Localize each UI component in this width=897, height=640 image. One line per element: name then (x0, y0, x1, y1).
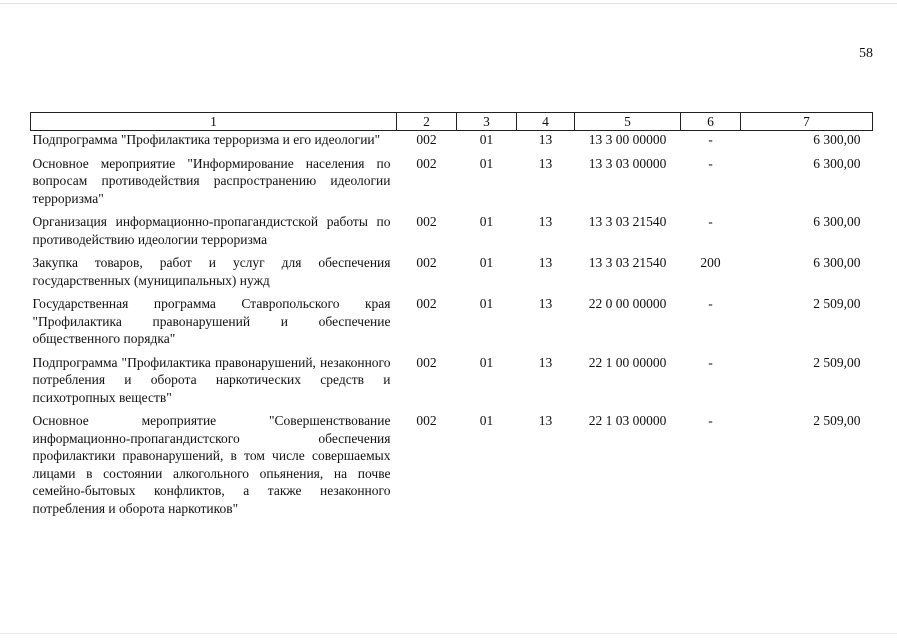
row-target-article: 13 3 03 00000 (588, 155, 667, 171)
table-row (31, 295, 873, 354)
row-section: 01 (479, 354, 494, 370)
table-header (31, 113, 873, 131)
row-subsection: 13 (538, 354, 553, 370)
row-target-article: 13 3 03 21540 (588, 214, 667, 229)
row-name: Организация информационно-пропагандистской работы по противодействию идеологии терроризма (32, 214, 391, 247)
table-row (31, 354, 873, 413)
header-row (31, 113, 873, 131)
row-name: Основное мероприятие "Информирование населения по вопросам противодействия распространению идеологии терроризма" (32, 155, 391, 206)
row-target-article: 22 1 03 00000 (588, 413, 667, 428)
row-amount: 2 509,00 (813, 413, 861, 428)
row-ministry: 002 (416, 132, 437, 147)
row-expense-type: - (708, 214, 713, 229)
table-body (31, 131, 873, 524)
row-target-article: 22 1 00 00000 (588, 354, 667, 370)
row-section: 01 (479, 413, 494, 428)
row-subsection: 13 (538, 214, 553, 229)
row-amount: 6 300,00 (813, 214, 861, 229)
scan-edge-bottom (0, 633, 897, 634)
row-ministry: 002 (416, 354, 437, 370)
row-amount: 6 300,00 (813, 155, 861, 171)
row-expense-type: - (708, 354, 713, 370)
row-name: Подпрограмма "Профилактика терроризма и его идеологии" (32, 132, 381, 147)
page-number: 58 (859, 46, 873, 61)
row-name: Подпрограмма "Профилактика правонарушений, незаконного потребления и оборота наркотических средств и психотропных веществ" (32, 354, 391, 405)
table-row (31, 254, 873, 295)
row-amount: 6 300,00 (813, 255, 861, 270)
row-target-article: 22 0 00 00000 (588, 296, 667, 311)
row-ministry: 002 (416, 255, 437, 270)
row-name: Закупка товаров, работ и услуг для обеспечения государственных (муниципальных) нужд (32, 255, 391, 288)
scan-edge-top (0, 3, 897, 4)
header-col-2: 2 (397, 113, 457, 131)
row-amount: 2 509,00 (813, 354, 861, 370)
row-expense-type: - (708, 132, 713, 147)
row-target-article: 13 3 00 00000 (588, 132, 667, 147)
row-section: 01 (479, 155, 494, 171)
row-ministry: 002 (416, 214, 437, 229)
row-name: Основное мероприятие "Совершенствование информационно-пропагандистского обеспечения профилактики правонарушений, в том числе совершаемых лицами в состоянии алкогольного опьянения, на почве семейно-бытовых конфликтов, а также незаконного потребления и оборота наркотиков" (32, 413, 391, 516)
row-subsection: 13 (538, 255, 553, 270)
row-amount: 6 300,00 (813, 132, 861, 147)
row-section: 01 (479, 296, 494, 311)
row-amount: 2 509,00 (813, 296, 861, 311)
row-subsection: 13 (538, 132, 553, 147)
row-section: 01 (479, 132, 494, 147)
row-ministry: 002 (416, 155, 437, 171)
row-target-article: 13 3 03 21540 (588, 255, 667, 270)
row-subsection: 13 (538, 296, 553, 311)
header-col-7: 7 (741, 113, 873, 131)
table-row (31, 155, 873, 214)
row-expense-type: - (708, 296, 713, 311)
header-col-1: 1 (31, 113, 397, 131)
row-expense-type: - (708, 413, 713, 428)
row-subsection: 13 (538, 155, 553, 171)
table-row (31, 412, 873, 523)
row-ministry: 002 (416, 413, 437, 428)
header-col-3: 3 (457, 113, 517, 131)
row-subsection: 13 (538, 413, 553, 428)
header-col-5: 5 (575, 113, 681, 131)
budget-table (30, 112, 873, 523)
header-col-4: 4 (517, 113, 575, 131)
header-col-6: 6 (681, 113, 741, 131)
row-ministry: 002 (416, 296, 437, 311)
row-expense-type: - (708, 155, 713, 171)
table-row (31, 131, 873, 155)
row-section: 01 (479, 255, 494, 270)
table-row (31, 213, 873, 254)
row-expense-type: 200 (700, 255, 721, 270)
row-name: Государственная программа Ставропольского края "Профилактика правонарушений и обеспечение общественного порядка" (32, 296, 391, 346)
row-section: 01 (479, 214, 494, 229)
